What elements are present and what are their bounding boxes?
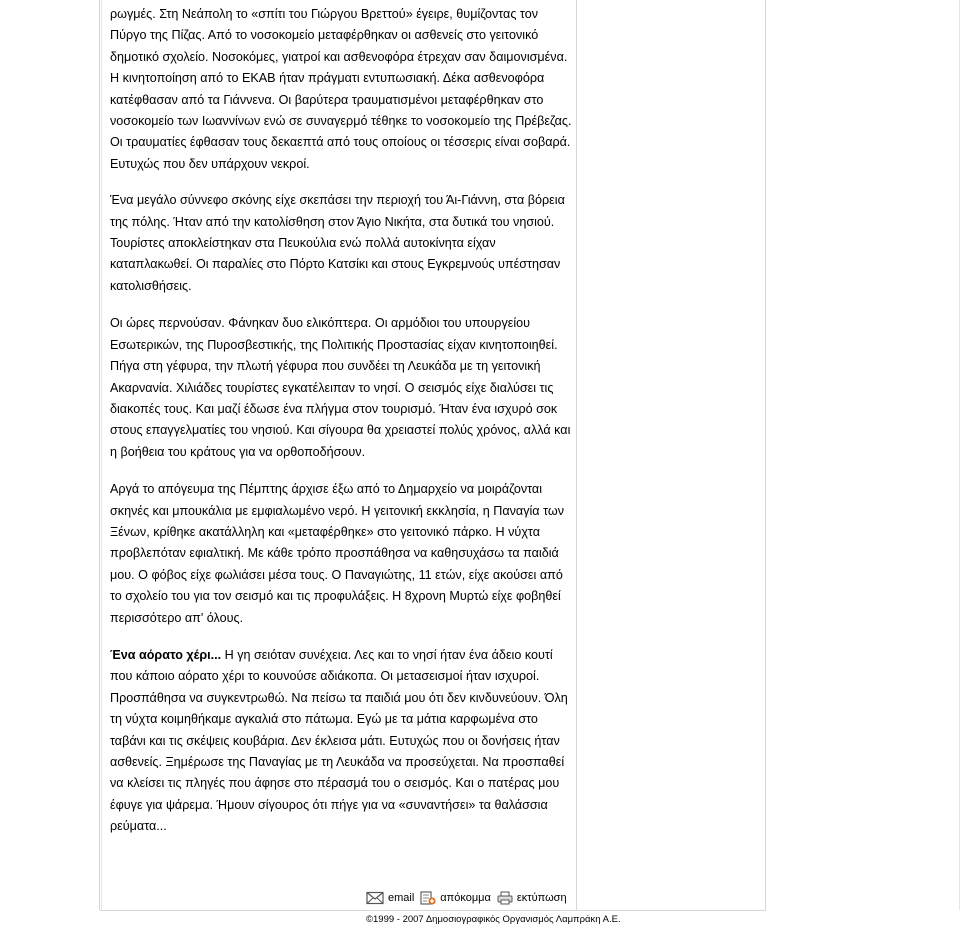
article-paragraph-4: Αργά το απόγευμα της Πέμπτης άρχισε έξω από το Δημαρχείο να μοιράζονται σκηνές και μπουκάλια με εμφιαλωμένο νερό. Η γειτονική εκκλησία, η Παναγία των Ξένων, κρίθηκε ακατάλληλη και «μεταφέρθηκε» στο γειτονικό πάρκο. Η νύχτα προβλεπόταν εφιαλτική. Με κάθε τρόπο προσπάθησα να καθησυχάσω τα παιδιά μου. Ο φόβος είχε φωλιάσει μέσα τους. Ο Παναγιώτης, 11 ετών, είχε ακούσει από το σχολείο του για τον σεισμό και τις προφυλάξεις. Η 8χρονη Μυρτώ είχε φοβηθεί περισσότερο απ' όλους. xyxy=(110,482,565,625)
clipping-icon xyxy=(420,890,440,906)
article-tools xyxy=(366,888,573,908)
column-border-middle xyxy=(576,0,577,910)
column-border-right xyxy=(765,0,766,910)
article-paragraph-5 xyxy=(110,645,572,838)
print-link[interactable] xyxy=(497,891,567,905)
email-label: email xyxy=(388,892,415,904)
clipping-label: απόκομμα xyxy=(440,892,491,904)
printer-icon xyxy=(497,891,517,905)
column-border-bottom xyxy=(100,910,766,911)
envelope-icon xyxy=(366,891,388,905)
email-link[interactable] xyxy=(366,891,414,905)
subheading: Ένα αόρατο χέρι... xyxy=(110,647,222,662)
article-paragraph-1: ρωγμές. Στη Νεάπολη το «σπίτι του Γιώργου Βρεττού» έγειρε, θυμίζοντας τον Πύργο της Πίζας. Από το νοσοκομείο μεταφέρθηκαν οι ασθενείς στο γειτονικό δημοτικό σχολείο. Νοσοκόμες, γιατροί και ασθενοφόρα έτρεχαν σαν δαιμονισμένα. Η κινητοποίηση από το ΕΚΑΒ ήταν πράγματι εντυπωσιακή. Δέκα ασθενοφόρα κατέφθασαν από τα Γιάννενα. Οι βαρύτερα τραυματισμένοι μεταφέρθηκαν στο νοσοκομείο των Ιωαννίνων ενώ σε συναγερμό τέθηκε το νοσοκομείο της Πρέβεζας. Οι τραυματίες έφθασαν τους δεκαεπτά από τους οποίους οι τέσσερις είναι σοβαρά. Ευτυχώς που δεν υπάρχουν νεκροί. xyxy=(110,7,572,171)
clipping-link[interactable] xyxy=(420,890,491,906)
column-border-left-inner xyxy=(101,0,102,910)
article-paragraph-5-text: Η γη σειόταν συνέχεια. Λες και το νησί ήταν ένα άδειο κουτί που κάποιο αόρατο χέρι το κουνούσε αδιάκοπα. Οι μετασεισμοί ήταν ισχυροί. Προσπάθησα να συγκεντρωθώ. Να πείσω τα παιδιά μου ότι δεν κινδυνεύουν. Όλη τη νύχτα κοιμηθήκαμε αγκαλιά στο πάτωμα. Εγώ με τα μάτια καρφωμένα στο ταβάνι και τις σκέψεις κουβάρια. Δεν έκλεισα μάτι. Ευτυχώς που οι δονήσεις ήταν ασθενείς. Ξημέρωσε της Παναγίας με τη Λευκάδα να προσεύχεται. Να προσπαθεί να κλείσει τις πληγές που άφησε στο πέρασμά του ο σεισμός. Και ο πατέρας μου έφυγε για ψάρεμα. Ήμουν σίγουρος ότι πήγε για να «συναντήσει» τα θαλάσσια ρεύματα... xyxy=(110,647,568,834)
copyright-footer: ©1999 - 2007 Δημοσιογραφικός Οργανισμός Λαμπράκη Α.Ε. xyxy=(366,914,621,925)
column-border-left xyxy=(99,0,100,910)
article-paragraph-2: Ένα μεγάλο σύννεφο σκόνης είχε σκεπάσει την περιοχή του Άι-Γιάννη, στα βόρεια της πόλης. Ήταν από την κατολίσθηση στον Άγιο Νικήτα, στα δυτικά του νησιού. Τουρίστες αποκλείστηκαν στα Πευκούλια ενώ πολλά αυτοκίνητα είχαν καταπλακωθεί. Οι παραλίες στο Πόρτο Κατσίκι και στους Εγκρεμνούς υπέστησαν κατολισθήσεις. xyxy=(110,193,565,293)
article-paragraph-3: Οι ώρες περνούσαν. Φάνηκαν δυο ελικόπτερα. Οι αρμόδιοι του υπουργείου Εσωτερικών, της Πυροσβεστικής, της Πολιτικής Προστασίας είχαν κινητοποιηθεί. Πήγα στη γέφυρα, την πλωτή γέφυρα που συνδέει τη Λευκάδα με τη γειτονική Ακαρνανία. Χιλιάδες τουρίστες εγκατέλειπαν το νησί. Ο σεισμός είχε διαλύσει τις διακοπές τους. Και μαζί έδωσε ένα πλήγμα στον τουρισμό. Ήταν ένα ισχυρό σοκ στους επαγγελματίες του νησιού. Και σίγουρα θα χρειαστεί πολύς χρόνος, αλλά και η βοήθεια του κράτους για να ορθοποδήσουν. xyxy=(110,316,571,459)
print-label: εκτύπωση xyxy=(516,892,567,904)
article-body xyxy=(110,4,572,854)
